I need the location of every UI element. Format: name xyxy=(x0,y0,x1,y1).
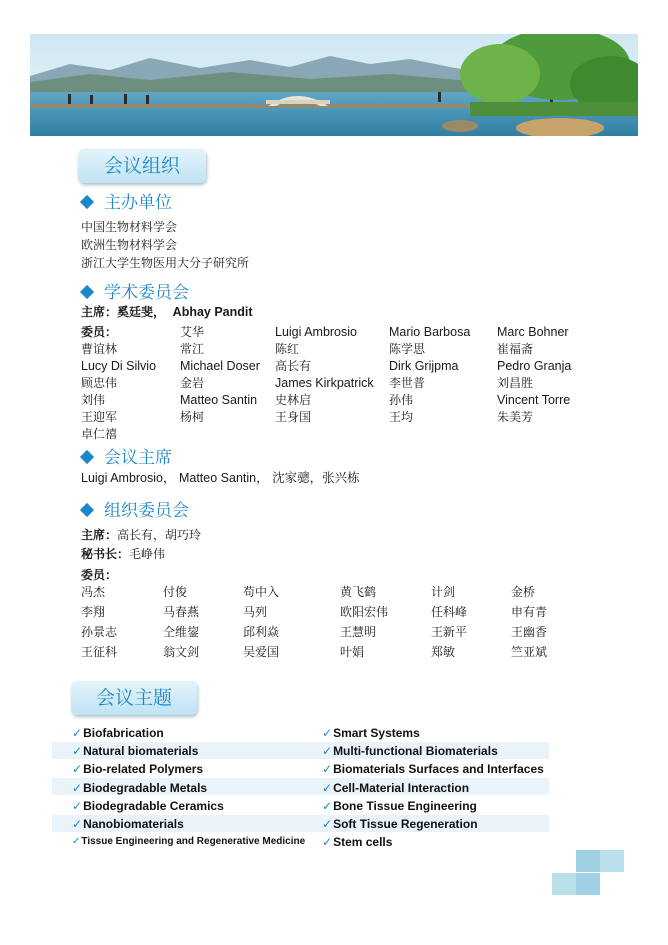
check-icon: ✓ xyxy=(72,726,83,740)
check-icon: ✓ xyxy=(72,762,83,777)
check-icon: ✓ xyxy=(322,780,333,795)
topic-label: Biomaterials Surfaces and Interfaces xyxy=(333,762,544,777)
topic-item xyxy=(322,742,498,760)
topic-item xyxy=(72,833,305,851)
chair-names-latin: Abhay Pandit xyxy=(172,305,253,319)
topic-item xyxy=(322,724,420,742)
academic-member: 金岩 xyxy=(180,376,205,390)
check-icon: ✓ xyxy=(322,835,333,850)
chair-label: 主席： xyxy=(81,305,118,319)
members-label: 委员： xyxy=(81,568,118,582)
organizing-member: 申有青 xyxy=(511,605,548,619)
organizing-member: 金桥 xyxy=(511,585,536,599)
academic-member: 史林启 xyxy=(275,393,312,407)
topic-label: Smart Systems xyxy=(333,726,420,740)
check-icon: ✓ xyxy=(72,817,83,831)
decorative-square xyxy=(576,873,600,895)
organizing-chair: 主席：高长有，胡巧玲 xyxy=(81,528,202,542)
topic-item xyxy=(322,833,392,851)
topic-item xyxy=(322,779,469,797)
topic-label: Bio-related Polymers xyxy=(83,762,204,777)
host-section-title: 主办单位 xyxy=(79,192,172,214)
organizing-member: 付俊 xyxy=(163,585,188,599)
topic-item xyxy=(322,760,544,778)
check-icon: ✓ xyxy=(72,836,81,848)
academic-member: Pedro Granja xyxy=(497,359,572,373)
organizing-member: 王慧明 xyxy=(340,625,377,639)
academic-member: 常江 xyxy=(180,342,205,356)
check-icon: ✓ xyxy=(322,817,333,831)
topic-item xyxy=(72,779,207,797)
members-label: 委员： xyxy=(81,325,118,339)
conference-chairs: Luigi Ambrosio， Matteo Santin， 沈家骢，张兴栋 xyxy=(81,471,360,485)
organizing-member: 竺亚斌 xyxy=(511,645,548,659)
check-icon: ✓ xyxy=(72,780,83,795)
organizing-member: 黄飞鹤 xyxy=(340,585,377,599)
topic-item xyxy=(72,797,224,815)
organizing-member: 翁文剑 xyxy=(163,645,200,659)
organizing-member: 任科峰 xyxy=(431,605,468,619)
academic-member: 崔福斋 xyxy=(497,342,534,356)
check-icon: ✓ xyxy=(72,744,83,759)
topic-label: Cell-Material Interaction xyxy=(333,780,470,795)
topic-label: Nanobiomaterials xyxy=(83,817,184,831)
academic-member: Vincent Torre xyxy=(497,393,571,407)
academic-member: Lucy Di Silvio xyxy=(81,359,157,373)
academic-member: 卓仁禧 xyxy=(81,427,118,441)
academic-member: 杨柯 xyxy=(180,410,205,424)
organizing-member: 王征科 xyxy=(81,645,118,659)
check-icon: ✓ xyxy=(72,798,83,813)
organizing-member: 马列 xyxy=(243,605,268,619)
academic-member: James Kirkpatrick xyxy=(275,376,374,390)
organizing-member: 苟中入 xyxy=(243,585,280,599)
decorative-square xyxy=(576,850,600,872)
organizing-member: 欧阳宏伟 xyxy=(340,605,389,619)
academic-member: 王迎军 xyxy=(81,410,118,424)
organizing-member: 冯杰 xyxy=(81,585,106,599)
topic-label: Biodegradable Ceramics xyxy=(83,798,224,813)
academic-member: 艾华 xyxy=(180,325,205,339)
organizing-member: 王幽香 xyxy=(511,625,548,639)
topic-label: Soft Tissue Regeneration xyxy=(333,817,478,831)
academic-member: 李世普 xyxy=(389,376,426,390)
organizing-member: 李翔 xyxy=(81,605,106,619)
topic-label: Biofabrication xyxy=(83,726,164,740)
organizing-section-title: 组织委员会 xyxy=(79,500,189,522)
academic-member: 陈学思 xyxy=(389,342,426,356)
organizing-member: 叶娟 xyxy=(340,645,365,659)
organizing-member: 仝维鋆 xyxy=(163,625,200,639)
academic-member: Matteo Santin xyxy=(180,393,258,407)
host-item: 浙江大学生物医用大分子研究所 xyxy=(81,256,250,270)
academic-member: 刘昌胜 xyxy=(497,376,534,390)
topic-label: Stem cells xyxy=(333,835,393,850)
host-item: 欧洲生物材料学会 xyxy=(81,238,178,252)
academic-member: 朱美芳 xyxy=(497,410,534,424)
diamond-bullet-icon xyxy=(80,450,94,464)
banner-photo xyxy=(30,34,638,136)
academic-member: 刘伟 xyxy=(81,393,106,407)
academic-section-title: 学术委员会 xyxy=(79,282,189,304)
topic-item xyxy=(72,742,198,760)
organizing-member: 吴爱国 xyxy=(243,645,280,659)
topic-label: Tissue Engineering and Regenerative Medicine xyxy=(81,836,306,848)
academic-member: 孙伟 xyxy=(389,393,414,407)
check-icon: ✓ xyxy=(322,798,333,813)
academic-member: 曹谊林 xyxy=(81,342,118,356)
topics-heading: 会议主题 xyxy=(71,681,197,715)
check-icon: ✓ xyxy=(322,762,333,777)
chair-names: 奚廷斐， xyxy=(117,305,166,319)
organizing-member: 郑敏 xyxy=(431,645,456,659)
topic-item xyxy=(72,815,184,833)
academic-member: 陈红 xyxy=(275,342,300,356)
academic-member: 王均 xyxy=(389,410,414,424)
academic-member: Marc Bohner xyxy=(497,325,569,339)
diamond-bullet-icon xyxy=(80,285,94,299)
organizing-member: 王新平 xyxy=(431,625,468,639)
topic-item xyxy=(322,815,478,833)
organizing-member: 孙景志 xyxy=(81,625,118,639)
academic-member: Michael Doser xyxy=(180,359,260,373)
academic-member: Mario Barbosa xyxy=(389,325,471,339)
check-icon: ✓ xyxy=(322,744,333,759)
topic-label: Biodegradable Metals xyxy=(83,780,208,795)
check-icon: ✓ xyxy=(322,726,333,740)
organizing-member: 邱利焱 xyxy=(243,625,280,639)
topic-label: Bone Tissue Engineering xyxy=(333,798,477,813)
diamond-bullet-icon xyxy=(80,503,94,517)
academic-member: Dirk Grijpma xyxy=(389,359,459,373)
topic-item xyxy=(72,760,203,778)
topic-item xyxy=(322,797,477,815)
topic-label: Natural biomaterials xyxy=(83,744,199,759)
organizing-member: 计剑 xyxy=(431,585,456,599)
decorative-square xyxy=(552,873,576,895)
organizing-secretary: 秘书长：毛峥伟 xyxy=(81,547,166,561)
chairs-section-title: 会议主席 xyxy=(79,447,172,469)
academic-member: 王身国 xyxy=(275,410,312,424)
academic-chair xyxy=(81,303,253,321)
diamond-bullet-icon xyxy=(80,195,94,209)
topic-label: Multi-functional Biomaterials xyxy=(333,744,498,759)
academic-member: 高长有 xyxy=(275,359,312,373)
academic-member: 顾忠伟 xyxy=(81,376,118,390)
host-item: 中国生物材料学会 xyxy=(81,220,178,234)
decorative-square xyxy=(600,850,624,872)
organization-heading: 会议组织 xyxy=(78,149,206,183)
organizing-member: 马春燕 xyxy=(163,605,200,619)
academic-member: Luigi Ambrosio xyxy=(275,325,357,339)
topic-item xyxy=(72,724,164,742)
